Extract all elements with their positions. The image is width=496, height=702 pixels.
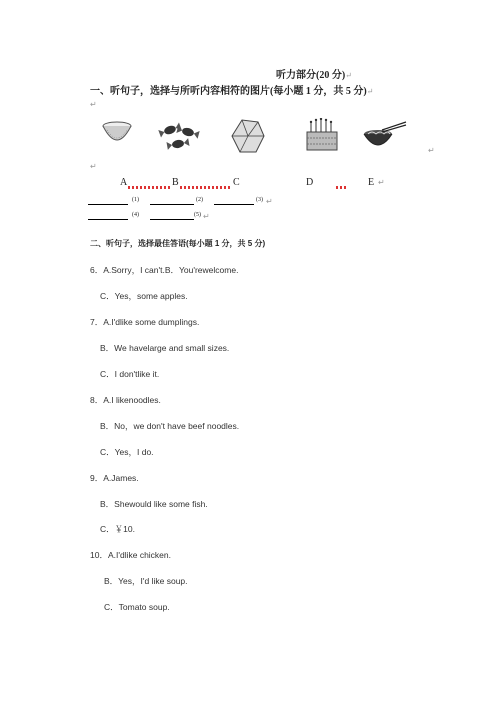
blank-label: (3) (256, 197, 263, 203)
answer-blank (88, 204, 128, 205)
option-b: B (172, 177, 179, 188)
question-7-option-c: C．I don'tlike it. (100, 369, 160, 379)
noodles-picture (364, 122, 406, 145)
spellcheck-underline (336, 186, 348, 189)
section1-heading: 一、听句子，选择与所听内容相符的图片(每小题 1 分，共 5 分)↵ (90, 86, 374, 97)
question-8: 8．A.I likenoodles. (90, 395, 161, 405)
pizza-picture (232, 120, 264, 152)
paragraph-mark: ↵ (378, 178, 385, 187)
question-7-option-b: B．We havelarge and small sizes. (100, 343, 230, 353)
spellcheck-underline (128, 186, 172, 189)
answer-blank (88, 219, 128, 220)
blank-label: (1) (132, 197, 139, 203)
answer-blank (150, 219, 194, 220)
question-6-option-c: C．Yes，some apples. (100, 291, 188, 301)
paragraph-mark: ↵ (90, 100, 97, 109)
answer-blank (150, 204, 194, 205)
candies-picture (158, 122, 199, 149)
question-10-option-b: B．Yes，I'd like soup. (104, 576, 188, 586)
blank-label: (4) (132, 212, 139, 218)
section2-heading: 二、听句子，选择最佳答语(每小题 1 分，共 5 分) (90, 239, 266, 248)
answer-blank (214, 204, 254, 205)
paragraph-mark: ↵ (428, 146, 435, 155)
question-6: 6．A.Sorry，I can't.B．You'rewelcome. (90, 265, 239, 275)
option-c: C (233, 177, 240, 188)
paragraph-mark: ↵ (90, 162, 97, 171)
question-9-option-c: C．￥10. (100, 524, 135, 534)
question-7: 7．A.I'dlike some dumplings. (90, 317, 200, 327)
paragraph-mark: ↵ (203, 212, 210, 221)
paragraph-mark: ↵ (266, 197, 273, 206)
blank-label: (2) (196, 197, 203, 203)
spellcheck-underline (180, 186, 232, 189)
question-8-option-c: C．Yes，I do. (100, 447, 154, 457)
question-10: 10．A.I'dlike chicken. (90, 550, 171, 560)
question-8-option-b: B．No，we don't have beef noodles. (100, 421, 240, 431)
bowl-picture (103, 122, 131, 140)
question-9: 9．A.James. (90, 473, 139, 483)
page-title: 听力部分(20 分)↵ (276, 70, 352, 81)
option-d: D (306, 177, 314, 188)
question-9-option-b: B．Shewould like some fish. (100, 499, 208, 509)
question-10-option-c: C．Tomato soup. (104, 602, 170, 612)
option-a: A (120, 177, 128, 188)
birthday-cake-picture (307, 118, 337, 150)
blank-label: (5) (194, 212, 201, 218)
pictures-row (100, 118, 420, 154)
option-e: E (368, 177, 375, 188)
